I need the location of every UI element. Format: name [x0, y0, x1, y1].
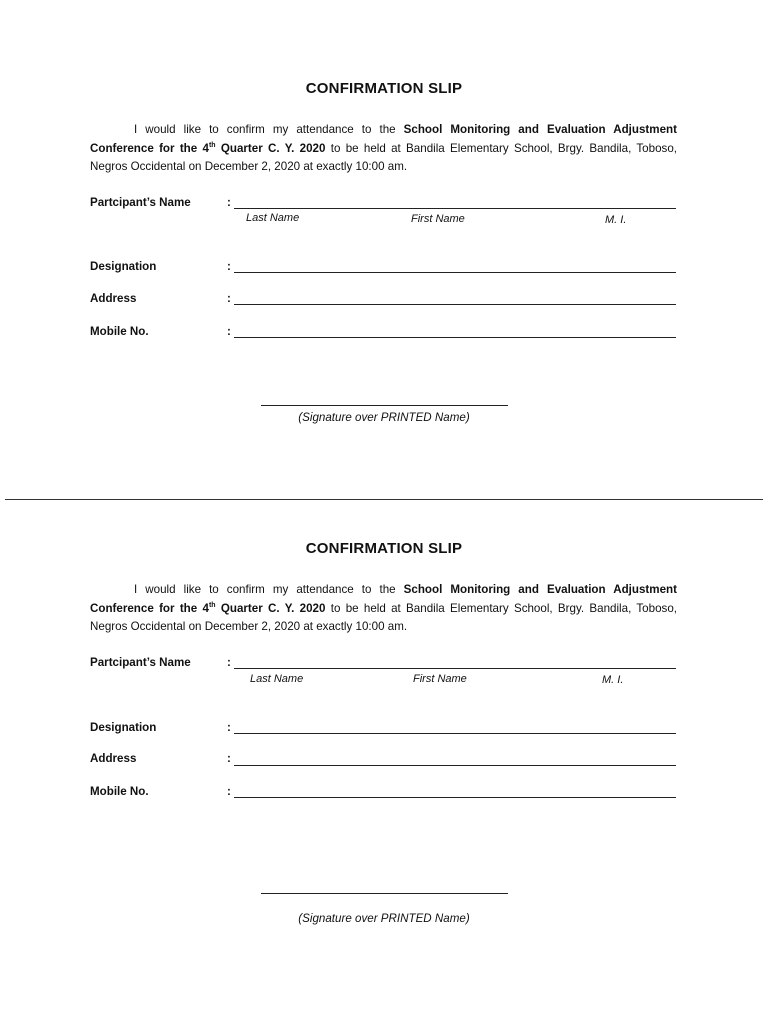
slip-body	[90, 121, 677, 177]
address-field[interactable]	[234, 765, 676, 766]
body-intro: I would like to confirm my attendance to the	[134, 583, 404, 596]
participant-name-field[interactable]	[234, 668, 676, 669]
slip-body	[90, 581, 677, 637]
designation-label: Designation	[90, 260, 157, 273]
designation-label: Designation	[90, 721, 157, 734]
field-colon: :	[227, 260, 231, 273]
slip-title: CONFIRMATION SLIP	[305, 540, 463, 557]
middle-initial-caption: M. I.	[602, 674, 624, 686]
field-colon: :	[227, 785, 231, 798]
field-colon: :	[227, 196, 231, 209]
address-label: Address	[90, 292, 137, 305]
last-name-caption: Last Name	[246, 212, 300, 224]
signature-field[interactable]	[261, 893, 508, 894]
slip-title: CONFIRMATION SLIP	[305, 80, 463, 97]
address-label: Address	[90, 752, 137, 765]
signature-caption: (Signature over PRINTED Name)	[298, 411, 470, 424]
body-intro: I would like to confirm my attendance to the	[134, 123, 404, 136]
mobile-field[interactable]	[234, 797, 676, 798]
body-bold-quarter: Quarter C. Y. 2020	[215, 601, 326, 615]
mobile-label: Mobile No.	[90, 325, 149, 338]
body-bold-event: School Monitoring and Evaluation Adjustment Conference for the 4	[90, 583, 677, 615]
middle-initial-caption: M. I.	[605, 214, 627, 226]
field-colon: :	[227, 721, 231, 734]
body-bold-event: School Monitoring and Evaluation Adjustment Conference for the 4	[90, 123, 677, 155]
cut-divider-line	[5, 499, 763, 500]
field-colon: :	[227, 292, 231, 305]
participant-name-field[interactable]	[234, 208, 676, 209]
body-bold-quarter: Quarter C. Y. 2020	[215, 141, 326, 155]
participant-name-label: Partcipant’s Name	[90, 656, 191, 669]
body-rest: to be held at Bandila Elementary School, Brgy. Bandila, Toboso, Negros Occidental on December 2, 2020 at exactly 10:00 am.	[90, 141, 677, 174]
last-name-caption: Last Name	[250, 673, 304, 685]
address-field[interactable]	[234, 304, 676, 305]
field-colon: :	[227, 325, 231, 338]
signature-caption: (Signature over PRINTED Name)	[298, 912, 470, 925]
signature-field[interactable]	[261, 405, 508, 406]
designation-field[interactable]	[234, 733, 676, 734]
first-name-caption: First Name	[413, 673, 467, 685]
body-superscript: th	[208, 601, 216, 609]
designation-field[interactable]	[234, 272, 676, 273]
mobile-field[interactable]	[234, 337, 676, 338]
body-rest: to be held at Bandila Elementary School, Brgy. Bandila, Toboso, Negros Occidental on December 2, 2020 at exactly 10:00 am.	[90, 601, 677, 634]
field-colon: :	[227, 752, 231, 765]
mobile-label: Mobile No.	[90, 785, 149, 798]
body-superscript: th	[208, 141, 216, 149]
participant-name-label: Partcipant’s Name	[90, 196, 191, 209]
field-colon: :	[227, 656, 231, 669]
first-name-caption: First Name	[411, 213, 465, 225]
